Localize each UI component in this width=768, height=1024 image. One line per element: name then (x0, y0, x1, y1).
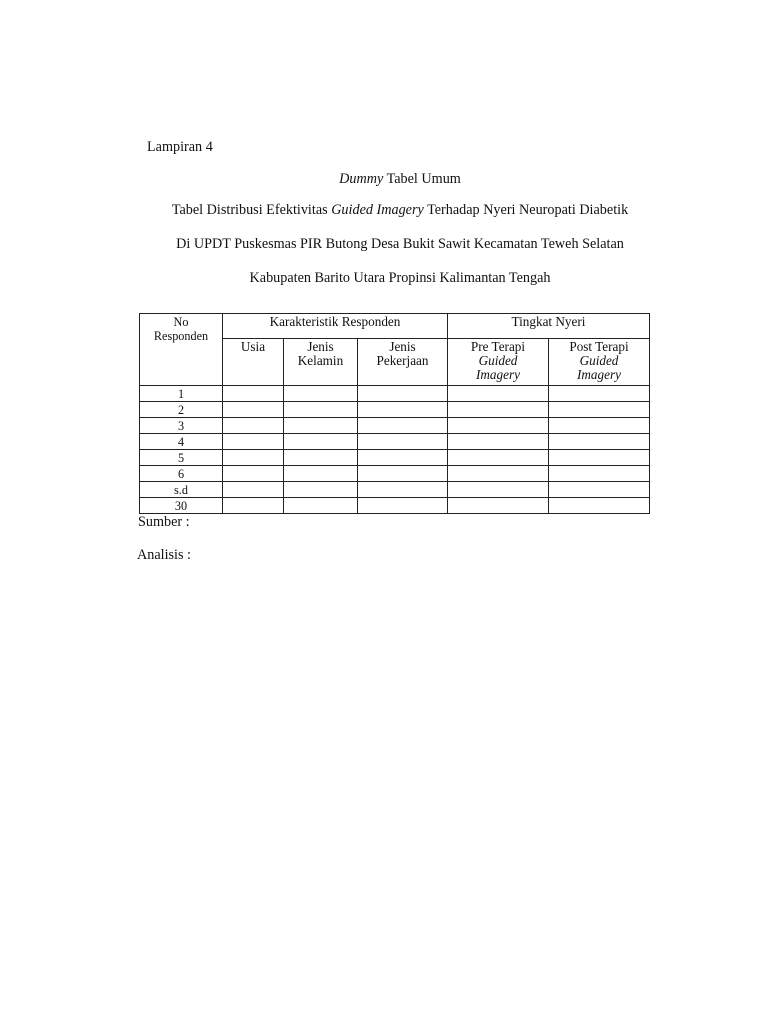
cell-jenis-pekerjaan (358, 434, 448, 450)
header-pre-terapi (448, 339, 549, 386)
analysis-label: Analisis : (137, 547, 191, 563)
header-karakteristik: Karakteristik Responden (223, 314, 448, 339)
cell-jenis-pekerjaan (358, 386, 448, 402)
header-pre-line2: Guided (478, 353, 518, 368)
header-jenis-pekerjaan-line2: Pekerjaan (376, 353, 429, 368)
header-pre-line1: Pre Terapi (470, 339, 526, 354)
header-usia: Usia (223, 339, 284, 386)
cell-jenis-kelamin (284, 418, 358, 434)
header-tingkat-nyeri: Tingkat Nyeri (448, 314, 650, 339)
cell-jenis-kelamin (284, 466, 358, 482)
table-row (140, 418, 650, 434)
table-header-row-1 (140, 314, 650, 339)
cell-pre-terapi (448, 402, 549, 418)
cell-jenis-pekerjaan (358, 466, 448, 482)
row-number: 3 (140, 418, 223, 434)
header-no-line2: Responden (153, 329, 209, 343)
cell-jenis-pekerjaan (358, 498, 448, 514)
table-row (140, 402, 650, 418)
row-number: 30 (140, 498, 223, 514)
cell-usia (223, 450, 284, 466)
title-line-1-italic: Guided Imagery (331, 202, 424, 218)
header-jenis-kelamin-line1: Jenis (307, 339, 334, 354)
cell-jenis-kelamin (284, 402, 358, 418)
cell-jenis-pekerjaan (358, 482, 448, 498)
source-label: Sumber : (138, 514, 190, 530)
row-number: 4 (140, 434, 223, 450)
cell-post-terapi (549, 498, 650, 514)
row-number: 6 (140, 466, 223, 482)
row-number: 1 (140, 386, 223, 402)
cell-post-terapi (549, 386, 650, 402)
cell-pre-terapi (448, 466, 549, 482)
cell-usia (223, 402, 284, 418)
header-post-line1: Post Terapi (569, 339, 629, 354)
cell-pre-terapi (448, 450, 549, 466)
row-number: s.d (140, 482, 223, 498)
cell-usia (223, 418, 284, 434)
table-row (140, 482, 650, 498)
cell-jenis-pekerjaan (358, 418, 448, 434)
cell-jenis-kelamin (284, 498, 358, 514)
cell-post-terapi (549, 434, 650, 450)
header-jenis-kelamin-line2: Kelamin (297, 353, 344, 368)
header-post-line2: Guided (579, 353, 619, 368)
subtitle (0, 171, 768, 187)
appendix-label: Lampiran 4 (147, 139, 213, 155)
header-pre-line3: Imagery (476, 367, 520, 382)
header-no-line1: No (173, 315, 189, 329)
cell-pre-terapi (448, 482, 549, 498)
row-number: 5 (140, 450, 223, 466)
header-jenis-pekerjaan-line1: Jenis (389, 339, 416, 354)
title-line-2: Di UPDT Puskesmas PIR Butong Desa Bukit Sawit Kecamatan Teweh Selatan (176, 236, 624, 252)
cell-post-terapi (549, 482, 650, 498)
cell-jenis-pekerjaan (358, 450, 448, 466)
cell-usia (223, 498, 284, 514)
cell-jenis-kelamin (284, 450, 358, 466)
cell-jenis-kelamin (284, 386, 358, 402)
cell-usia (223, 466, 284, 482)
cell-pre-terapi (448, 498, 549, 514)
subtitle-rest: Tabel Umum (383, 171, 461, 187)
cell-jenis-kelamin (284, 482, 358, 498)
title-line-1 (0, 202, 768, 218)
header-jenis-kelamin (284, 339, 358, 386)
table-row (140, 434, 650, 450)
header-no-responden (140, 314, 223, 386)
cell-post-terapi (549, 466, 650, 482)
table-row (140, 498, 650, 514)
cell-post-terapi (549, 402, 650, 418)
cell-pre-terapi (448, 386, 549, 402)
header-post-line3: Imagery (577, 367, 621, 382)
header-jenis-pekerjaan (358, 339, 448, 386)
subtitle-italic: Dummy (339, 171, 384, 187)
table-row (140, 450, 650, 466)
dummy-table (139, 313, 650, 514)
cell-usia (223, 482, 284, 498)
cell-jenis-kelamin (284, 434, 358, 450)
cell-pre-terapi (448, 434, 549, 450)
title-line-1-after: Terhadap Nyeri Neuropati Diabetik (423, 202, 629, 218)
cell-post-terapi (549, 450, 650, 466)
cell-pre-terapi (448, 418, 549, 434)
table-row (140, 466, 650, 482)
cell-post-terapi (549, 418, 650, 434)
table-row (140, 386, 650, 402)
header-post-terapi (549, 339, 650, 386)
title-line-3: Kabupaten Barito Utara Propinsi Kalimantan Tengah (249, 270, 551, 286)
cell-jenis-pekerjaan (358, 402, 448, 418)
cell-usia (223, 434, 284, 450)
row-number: 2 (140, 402, 223, 418)
cell-usia (223, 386, 284, 402)
title-line-1-before: Tabel Distribusi Efektivitas (171, 202, 332, 218)
